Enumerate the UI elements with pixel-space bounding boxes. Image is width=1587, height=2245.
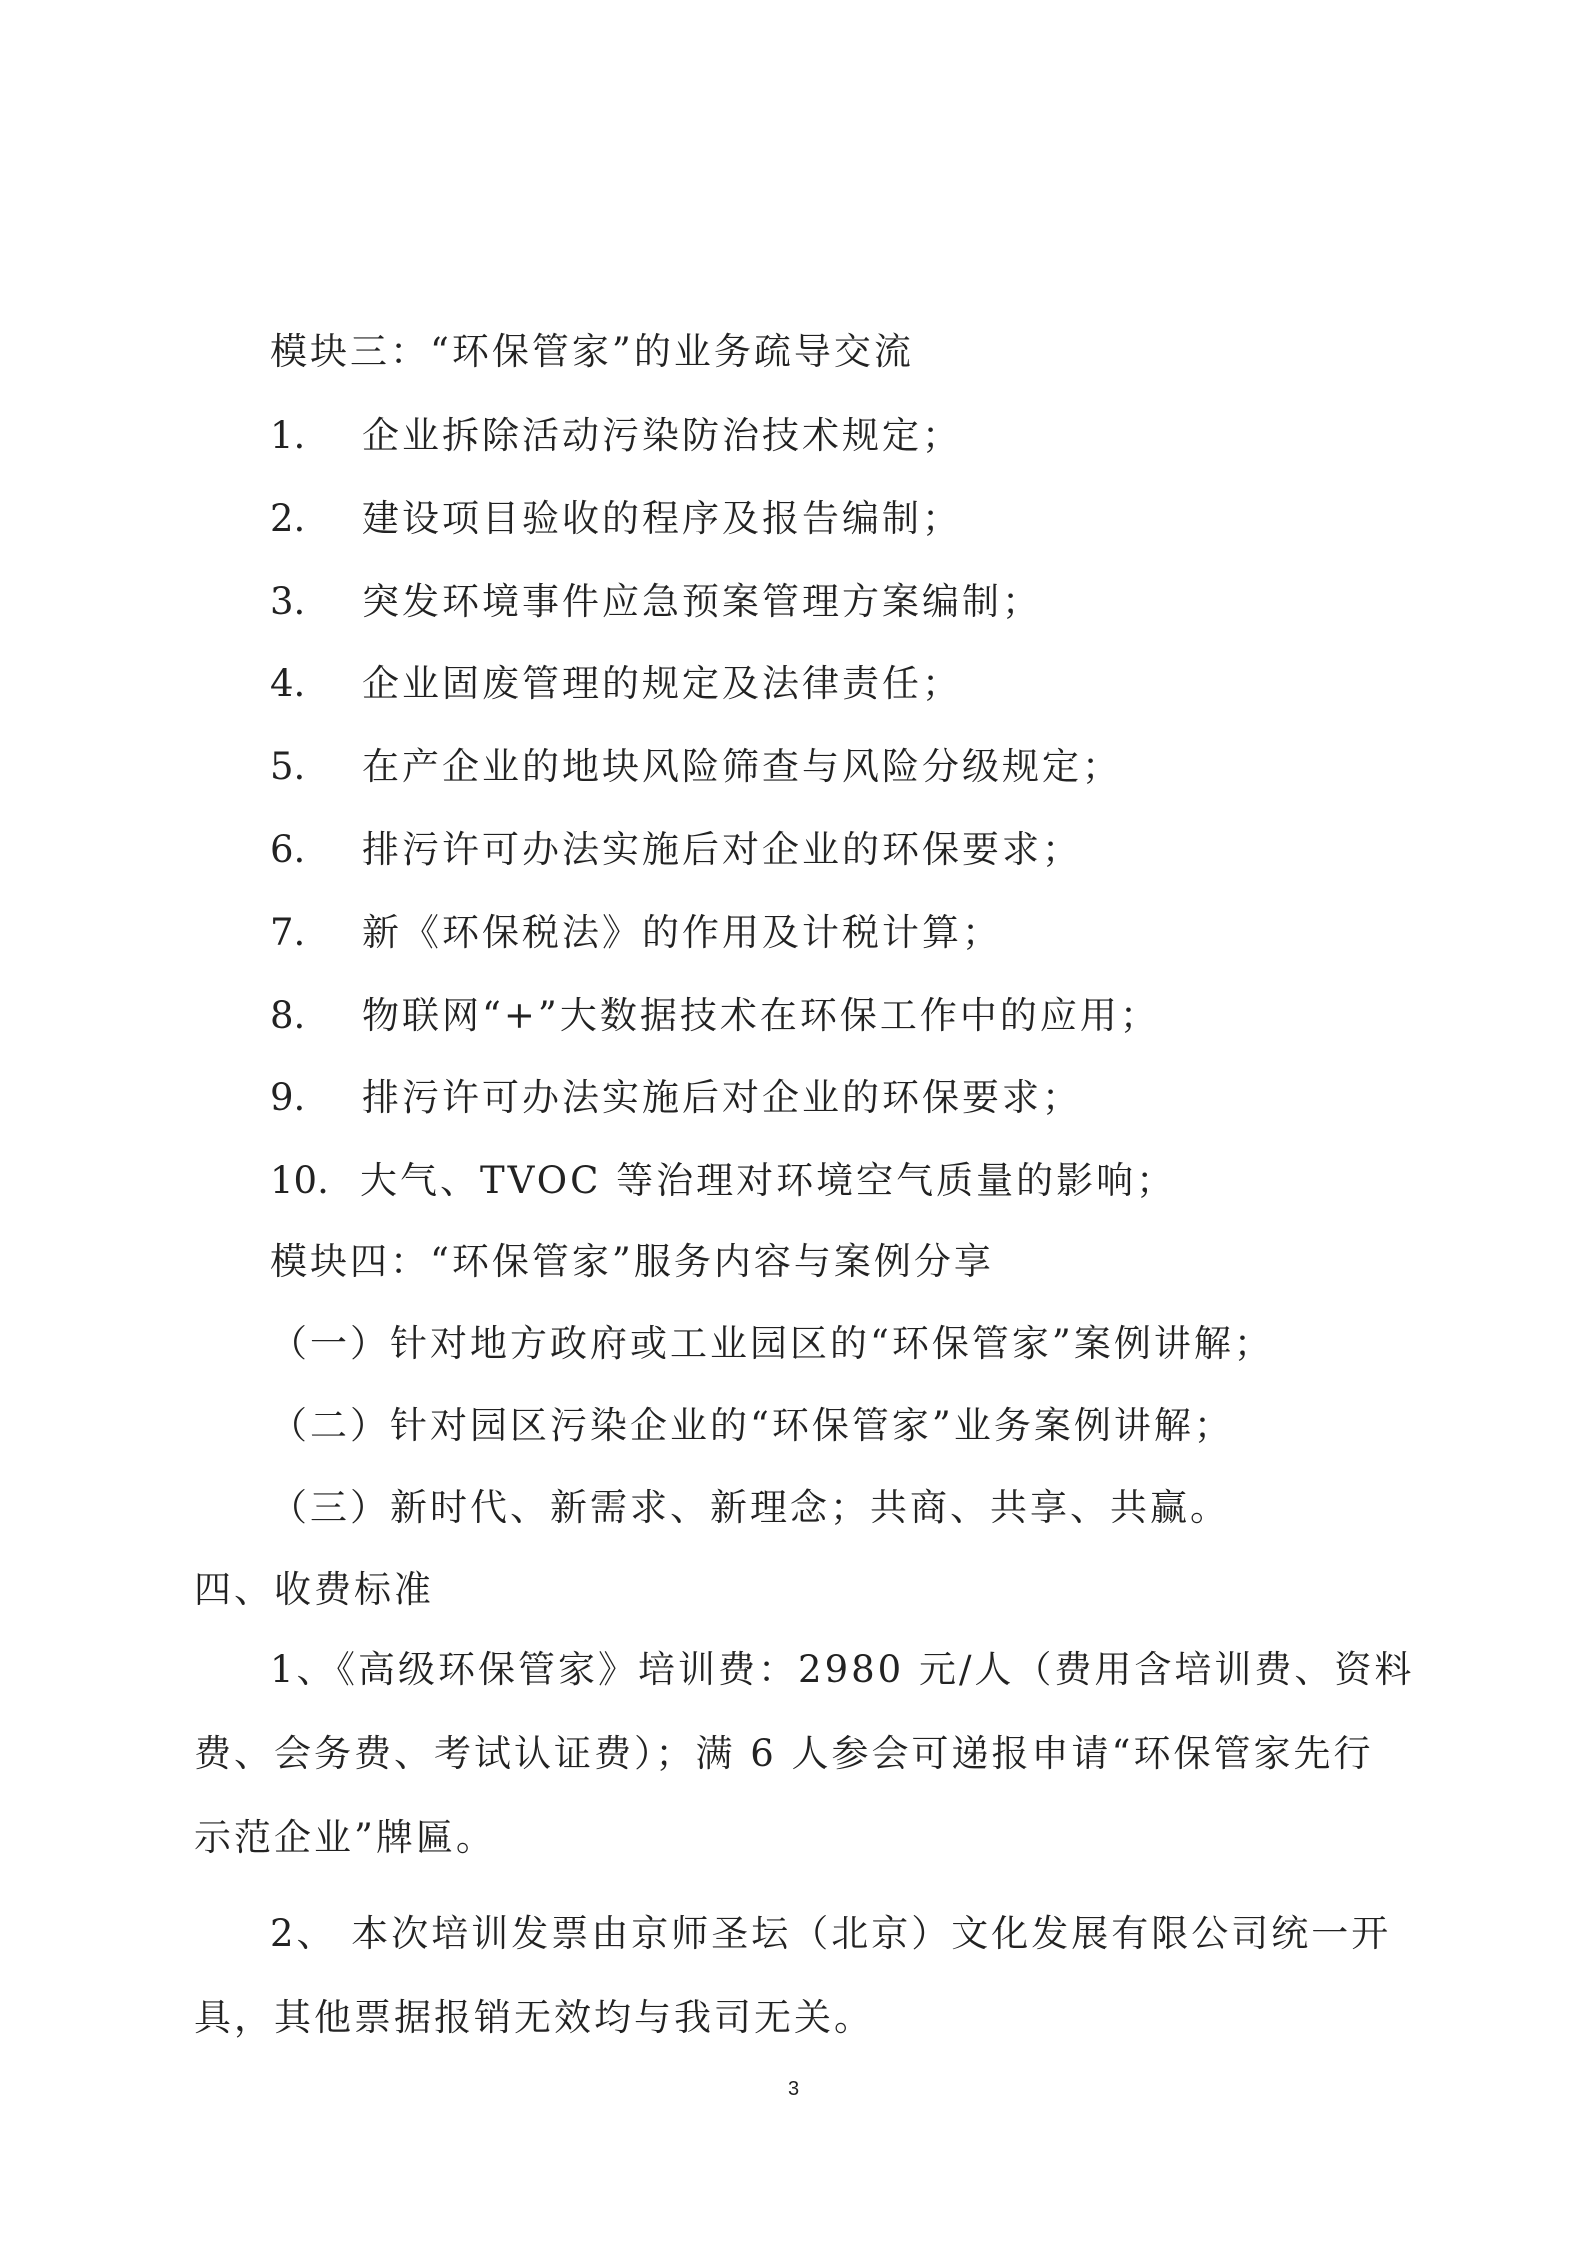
list-item-number: 4. xyxy=(270,662,306,706)
list-item xyxy=(270,1159,1176,1203)
list-item-text: 建设项目验收的程序及报告编制； xyxy=(362,496,962,540)
fees-paragraph-2-line: 具，其他票据报销无效均与我司无关。 xyxy=(194,1996,874,2039)
module4-heading: 模块四：“环保管家”服务内容与案例分享 xyxy=(270,1240,994,1283)
list-item xyxy=(270,994,1160,1038)
list-item-number: 10. xyxy=(270,1159,329,1203)
list-item: （一）针对地方政府或工业园区的“环保管家”案例讲解； xyxy=(270,1322,1274,1365)
list-item-number: 9. xyxy=(270,1076,306,1120)
module3-heading: 模块三：“环保管家”的业务疏导交流 xyxy=(270,330,914,373)
list-item-number: 1. xyxy=(270,414,306,457)
list-item xyxy=(270,497,962,541)
list-item-number: 5. xyxy=(270,745,306,789)
list-item: （二）针对园区污染企业的“环保管家”业务案例讲解； xyxy=(270,1404,1234,1447)
list-item-text: 在产企业的地块风险筛查与风险分级规定； xyxy=(362,745,1122,789)
fees-paragraph-2-line: 2、 本次培训发票由京师圣坛（北京）文化发展有限公司统一开 xyxy=(270,1912,1392,1955)
list-item-text: 企业拆除活动污染防治技术规定； xyxy=(362,414,962,457)
list-item xyxy=(270,1076,1082,1120)
page-number: 3 xyxy=(787,2078,800,2100)
fees-paragraph-1-line: 费、会务费、考试认证费）；满 6 人参会可递报申请“环保管家先行 xyxy=(194,1732,1374,1775)
list-item-text: 大气、TVOC 等治理对环境空气质量的影响； xyxy=(360,1159,1177,1203)
list-item xyxy=(270,828,1082,872)
fees-heading: 四、收费标准 xyxy=(194,1568,434,1611)
list-item-text: 排污许可办法实施后对企业的环保要求； xyxy=(362,828,1082,871)
list-item xyxy=(270,911,1002,955)
fees-paragraph-1-line: 1、《高级环保管家》培训费：2980 元/人（费用含培训费、资料 xyxy=(270,1648,1415,1691)
list-item: （三）新时代、新需求、新理念；共商、共享、共赢。 xyxy=(270,1486,1230,1529)
list-item-number: 8. xyxy=(270,993,306,1037)
list-item-text: 新《环保税法》的作用及计税计算； xyxy=(362,910,1002,954)
list-item xyxy=(270,662,962,706)
list-item xyxy=(270,414,962,458)
list-item-number: 6. xyxy=(270,828,306,871)
list-item-number: 3. xyxy=(270,579,306,623)
fees-paragraph-1-line: 示范企业”牌匾。 xyxy=(194,1816,496,1859)
list-item-text: 物联网“+”大数据技术在环保工作中的应用； xyxy=(362,993,1160,1037)
list-item-text: 企业固废管理的规定及法律责任； xyxy=(362,662,962,706)
list-item-number: 2. xyxy=(270,496,306,540)
list-item xyxy=(270,745,1122,789)
list-item-text: 排污许可办法实施后对企业的环保要求； xyxy=(362,1076,1082,1120)
list-item xyxy=(270,580,1042,624)
list-item-number: 7. xyxy=(270,910,306,954)
list-item-text: 突发环境事件应急预案管理方案编制； xyxy=(362,579,1042,623)
